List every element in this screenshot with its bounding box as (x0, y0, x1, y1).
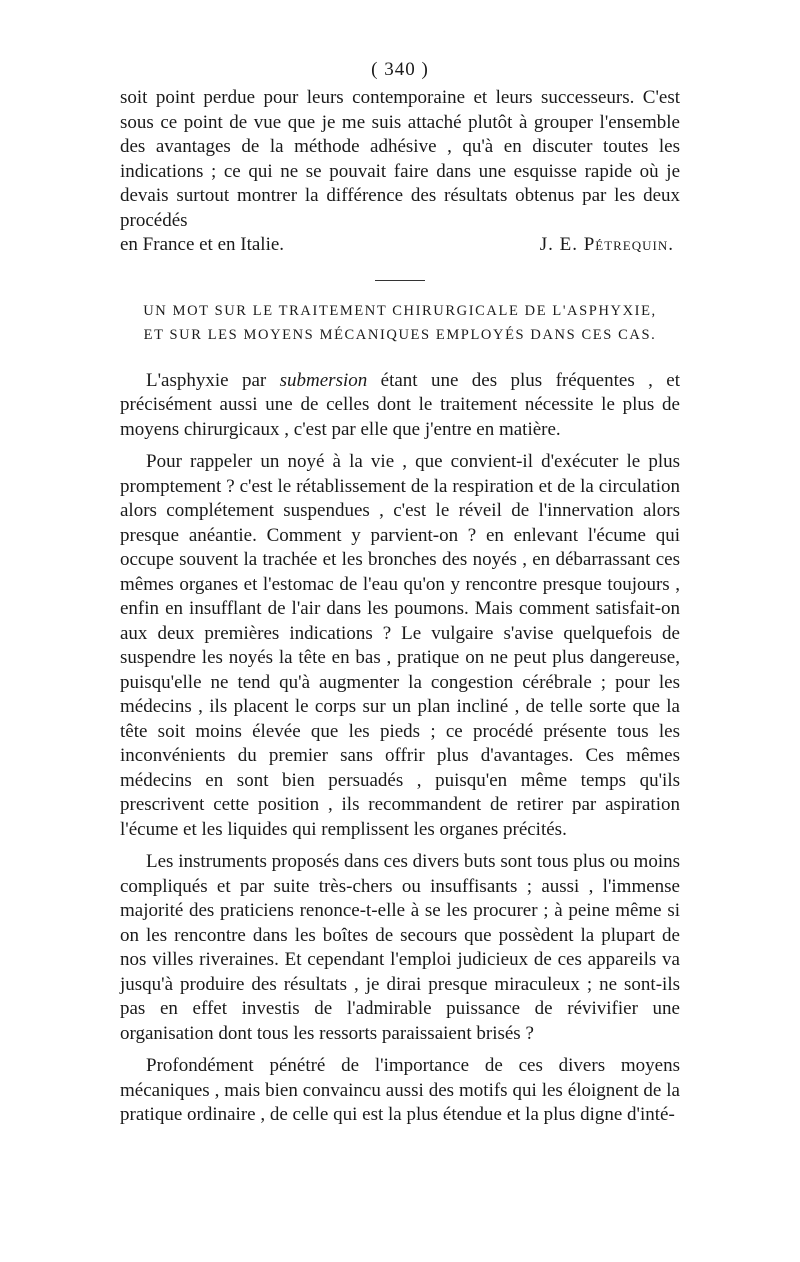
paragraph-4: Profondément pénétré de l'importance de ces divers moyens mécaniques , mais bien convaincu aussi des motifs qui les éloignent de la pratique ordinaire , de celle qui est la plus étendue et la plus digne d'inté- (120, 1055, 680, 1125)
paragraph-3: Les instruments proposés dans ces divers buts sont tous plus ou moins compliqués et par suite très-chers ou insuffisants ; aussi , l'immense majorité des praticiens renonce-t-elle à se les procurer ; à peine même si on les rencontre dans les boîtes de secours que possèdent la plupart de nos villes riveraines. Et cependant l'emploi judicieux de ces appareils va jusqu'à produire des résultats , je dirai presque miraculeux ; ne sont-ils pas en effet investis de l'admirable puissance de révivifier une organisation dont tous les ressorts paraissaient brisés ? (120, 851, 680, 1044)
article-body (120, 369, 680, 1128)
signature-line (120, 233, 680, 258)
paragraph-2: Pour rappeler un noyé à la vie , que convient-il d'exécuter le plus promptement ? c'est le rétablissement de la respiration et de la circulation alors complétement suspendues , c'est le réveil de l'innervation alors presque anéantie. Comment y parvient-on ? en enlevant l'écume qui occupe souvent la trachée et les bronches des noyés , en débarrassant ces mêmes organes et l'estomac de l'eau qu'on y rencontre presque toujours , enfin en insufflant de l'air dans les poumons. Mais comment satisfait-on aux deux premières indications ? Le vulgaire s'avise quelquefois de suspendre les noyés la tête en bas , pratique on ne peut plus dangereuse, puisqu'elle ne tend qu'à augmenter la congestion cérébrale ; pour les médecins , ils placent le corps sur un plan incliné , de telle sorte que la tête soit moins élevée que les pieds ; ce procédé présente tous les inconvénients du premier sans offrir plus d'avantages. Ces mêmes médecins en sont bien persuadés , puisqu'en même temps qu'ils prescrivent cette position , ils recommandent de retirer par aspiration l'écume et les liquides qui remplissent les organes précités. (120, 451, 680, 840)
signature-name: Pétrequin. (583, 234, 674, 255)
paragraph-1-lead: L'asphyxie par (146, 369, 280, 391)
page-number: ( 340 ) (371, 59, 429, 80)
signature-initials: J. E. (539, 234, 578, 255)
article-title-line-2: ET SUR LES MOYENS MÉCANIQUES EMPLOYÉS DANS CES CAS. (143, 326, 657, 343)
paragraph-1-italic-term: submersion (279, 369, 368, 391)
author-signature (540, 233, 680, 258)
article-title (120, 299, 680, 347)
article-title-line-1: UN MOT SUR LE TRAITEMENT CHIRURGICALE DE L'ASPHYXIE, (143, 302, 657, 319)
closing-text: en France et en Italie. (120, 234, 285, 255)
intro-paragraph: soit point perdue pour leurs contemporaine et leurs successeurs. C'est sous ce point de vue que je me suis attaché plutôt à grouper l'ensemble des avantages de la méthode adhésive , qu'à en discuter toutes les indications ; ce qui ne se pouvait faire dans une esquisse rapide où je devais surtout montrer la différence des résultats obtenus par les deux procédés (120, 87, 680, 231)
paragraph-1 (120, 369, 680, 443)
section-divider (375, 280, 425, 281)
paragraph-1-rest: étant une des plus fréquentes , et précisément aussi une de celles dont le traitement nécessite le plus de moyens chirurgicaux , c'est par elle que j'entre en matière. (120, 369, 680, 440)
book-page (120, 58, 680, 1128)
